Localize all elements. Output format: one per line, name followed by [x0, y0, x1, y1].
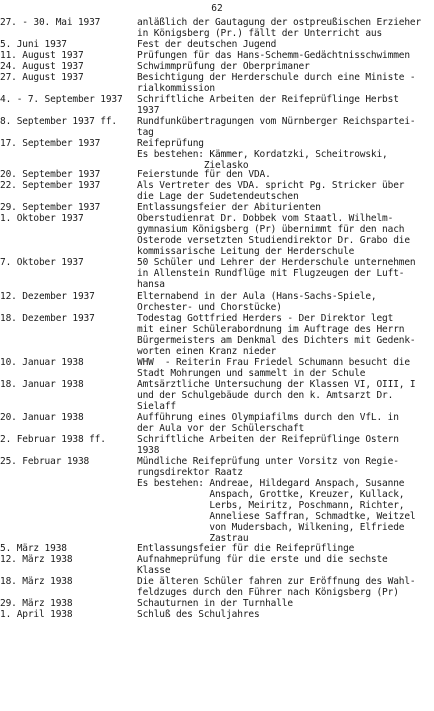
entry-date: 29. September 1937	[0, 202, 101, 213]
entry-description-line: Als Vertreter des VDA. spricht Pg. Stricker über	[137, 180, 405, 191]
entry-date: 20. September 1937	[0, 169, 101, 180]
entry-description	[137, 456, 415, 544]
entry-description-line: mit einer Schülerabordnung im Auftrage des Herrn	[137, 324, 405, 335]
entry-date: 12. Dezember 1937	[0, 291, 95, 302]
entry-description-line: Klasse	[137, 565, 171, 576]
entry-date: 17. September 1937	[0, 138, 101, 149]
entry-description-line: 1937	[137, 105, 160, 116]
entry-date: 27. - 30. Mai 1937	[0, 17, 101, 28]
entry-description-line: Fest der deutschen Jugend	[137, 39, 277, 50]
entry-date: 29. März 1938	[0, 598, 73, 609]
entry-description-line: WHW - Reiterin Frau Friedel Schumann besucht die	[137, 357, 410, 368]
entry-description	[137, 543, 354, 554]
entry-description-line: Entlassungsfeier der Abiturienten	[137, 202, 321, 213]
entry-description-line: anläßlich der Gautagung der ostpreußischen Erzieher	[137, 17, 422, 28]
entry-description	[137, 180, 404, 202]
entry-description	[137, 169, 271, 180]
entry-description	[137, 379, 415, 412]
entry-description-line: Orchester- und Chorstücke)	[137, 302, 282, 313]
entry-date: 1. April 1938	[0, 609, 73, 620]
entry-description-line: und der Schulgebäude durch den k. Amtsarzt Dr.	[137, 390, 394, 401]
entry-description-line: Es bestehen: Kämmer, Kordatzki, Scheitrowski,	[137, 149, 388, 160]
entry-date: 25. Februar 1938	[0, 456, 90, 467]
entry-description	[137, 357, 410, 379]
entry-description	[137, 291, 377, 313]
entry-description-line: Todestag Gottfried Herders - Der Direktor legt	[137, 313, 394, 324]
entry-description-line: Anneliese Saffran, Schmadtke, Weitzel	[137, 511, 416, 522]
entry-date: 10. Januar 1938	[0, 357, 84, 368]
entry-date: 8. September 1937 ff.	[0, 116, 117, 127]
entry-description	[137, 116, 415, 138]
entry-description-line: der Aula vor der Schülerschaft	[137, 423, 305, 434]
chronicle-entries	[0, 17, 434, 711]
entry-description-line: in Königsberg (Pr.) fällt der Unterricht aus	[137, 28, 383, 39]
entry-description	[137, 138, 388, 171]
entry-description	[137, 598, 293, 609]
entry-date: 18. Januar 1938	[0, 379, 84, 390]
entry-date: 18. März 1938	[0, 576, 73, 587]
entry-date: 5. Juni 1937	[0, 39, 67, 50]
entry-description-line: rungsdirektor Raatz	[137, 467, 243, 478]
entry-description-line: Schwimmprüfung der Oberprimaner	[137, 61, 310, 72]
entry-description-line: Schauturnen in der Turnhalle	[137, 598, 293, 609]
entry-description-line: die Lage der Sudetendeutschen	[137, 191, 299, 202]
entry-description-line: Stadt Mohrungen und sammelt in der Schule	[137, 368, 366, 379]
entry-description	[137, 412, 399, 434]
entry-description-line: Feierstunde für den VDA.	[137, 169, 271, 180]
entry-description-line: Oberstudienrat Dr. Dobbek vom Staatl. Wilhelm-	[137, 213, 394, 224]
entry-description-line: Sielaff	[137, 401, 176, 412]
entry-description	[137, 17, 421, 39]
entry-description-line: Lerbs, Meiritz, Poschmann, Richter,	[137, 500, 405, 511]
entry-description-line: Amtsärztliche Untersuchung der Klassen VI, OIII, I	[137, 379, 416, 390]
entry-description-line: worten einen Kranz nieder	[137, 346, 277, 357]
entry-date: 4. - 7. September 1937	[0, 94, 123, 105]
entry-description-line: Mündliche Reifeprüfung unter Vorsitz von Regie-	[137, 456, 399, 467]
entry-description	[137, 213, 410, 257]
entry-date: 24. August 1937	[0, 61, 84, 72]
entry-description-line: Anspach, Grottke, Kreuzer, Kullack,	[137, 489, 405, 500]
entry-date: 27. August 1937	[0, 72, 84, 83]
entry-description	[137, 72, 415, 94]
entry-description-line: Elternabend in der Aula (Hans-Sachs-Spiele,	[137, 291, 377, 302]
entry-description-line: Bürgermeisters am Denkmal des Dichters mit Gedenk-	[137, 335, 416, 346]
entry-description-line: hansa	[137, 279, 165, 290]
entry-date: 20. Januar 1938	[0, 412, 84, 423]
entry-description	[137, 202, 321, 213]
entry-description-line: Zastrau	[137, 533, 249, 544]
entry-description-line: Entlassungsfeier für die Reifeprüflinge	[137, 543, 355, 554]
entry-date: 5. März 1938	[0, 543, 67, 554]
entry-description	[137, 434, 399, 456]
entry-description-line: in Allenstein Rundflüge mit Flugzeugen der Luft-	[137, 268, 405, 279]
entry-description-line: Die älteren Schüler fahren zur Eröffnung des Wahl-	[137, 576, 416, 587]
entry-date: 22. September 1937	[0, 180, 101, 191]
entry-description-line: kommissarische Leitung der Herderschule	[137, 246, 355, 257]
entry-description	[137, 39, 276, 50]
entry-description-line: Zielasko	[137, 160, 249, 171]
entry-description	[137, 576, 415, 598]
entry-description-line: Schriftliche Arbeiten der Reifeprüflinge Herbst	[137, 94, 399, 105]
entry-description-line: Aufführung eines Olympiafilms durch den VfL. in	[137, 412, 399, 423]
entry-description-line: Rundfunkübertragungen vom Nürnberger Reichspartei-	[137, 116, 416, 127]
entry-description	[137, 257, 415, 290]
entry-description-line: 1938	[137, 445, 160, 456]
entry-description	[137, 61, 310, 72]
entry-description-line: rialkommission	[137, 83, 215, 94]
entry-date: 1. Oktober 1937	[0, 213, 84, 224]
entry-description-line: Es bestehen: Andreae, Hildegard Anspach, Susanne	[137, 478, 405, 489]
entry-description	[137, 50, 410, 61]
entry-description	[137, 313, 415, 357]
page-number: 62	[211, 3, 223, 14]
entry-date: 11. August 1937	[0, 50, 84, 61]
entry-description-line: von Mudersbach, Wilkening, Elfriede	[137, 522, 405, 533]
entry-date: 12. März 1938	[0, 554, 73, 565]
entry-description	[137, 609, 260, 620]
entry-description-line: Osterode versetzten Studiendirektor Dr. Grabo die	[137, 235, 410, 246]
entry-description-line: 50 Schüler und Lehrer der Herderschule unternehmen	[137, 257, 416, 268]
entry-description-line: Besichtigung der Herderschule durch eine Ministe -	[137, 72, 416, 83]
entry-description-line: Schriftliche Arbeiten der Reifeprüflinge Ostern	[137, 434, 399, 445]
entry-date: 7. Oktober 1937	[0, 257, 84, 268]
entry-description	[137, 94, 399, 116]
entry-description-line: Aufnahmeprüfung für die erste und die sechste	[137, 554, 388, 565]
entry-date: 18. Dezember 1937	[0, 313, 95, 324]
entry-description	[137, 554, 388, 576]
entry-date: 2. Februar 1938 ff.	[0, 434, 106, 445]
entry-description-line: gymnasium Königsberg (Pr) übernimmt für den nach	[137, 224, 405, 235]
entry-description-line: Reifeprüfung	[137, 138, 204, 149]
entry-description-line: Prüfungen für das Hans-Schemm-Gedächtnisschwimmen	[137, 50, 410, 61]
entry-description-line: Schluß des Schuljahres	[137, 609, 260, 620]
entry-description-line: feldzuges durch den Führer nach Königsberg (Pr)	[137, 587, 399, 598]
entry-description-line: tag	[137, 127, 154, 138]
